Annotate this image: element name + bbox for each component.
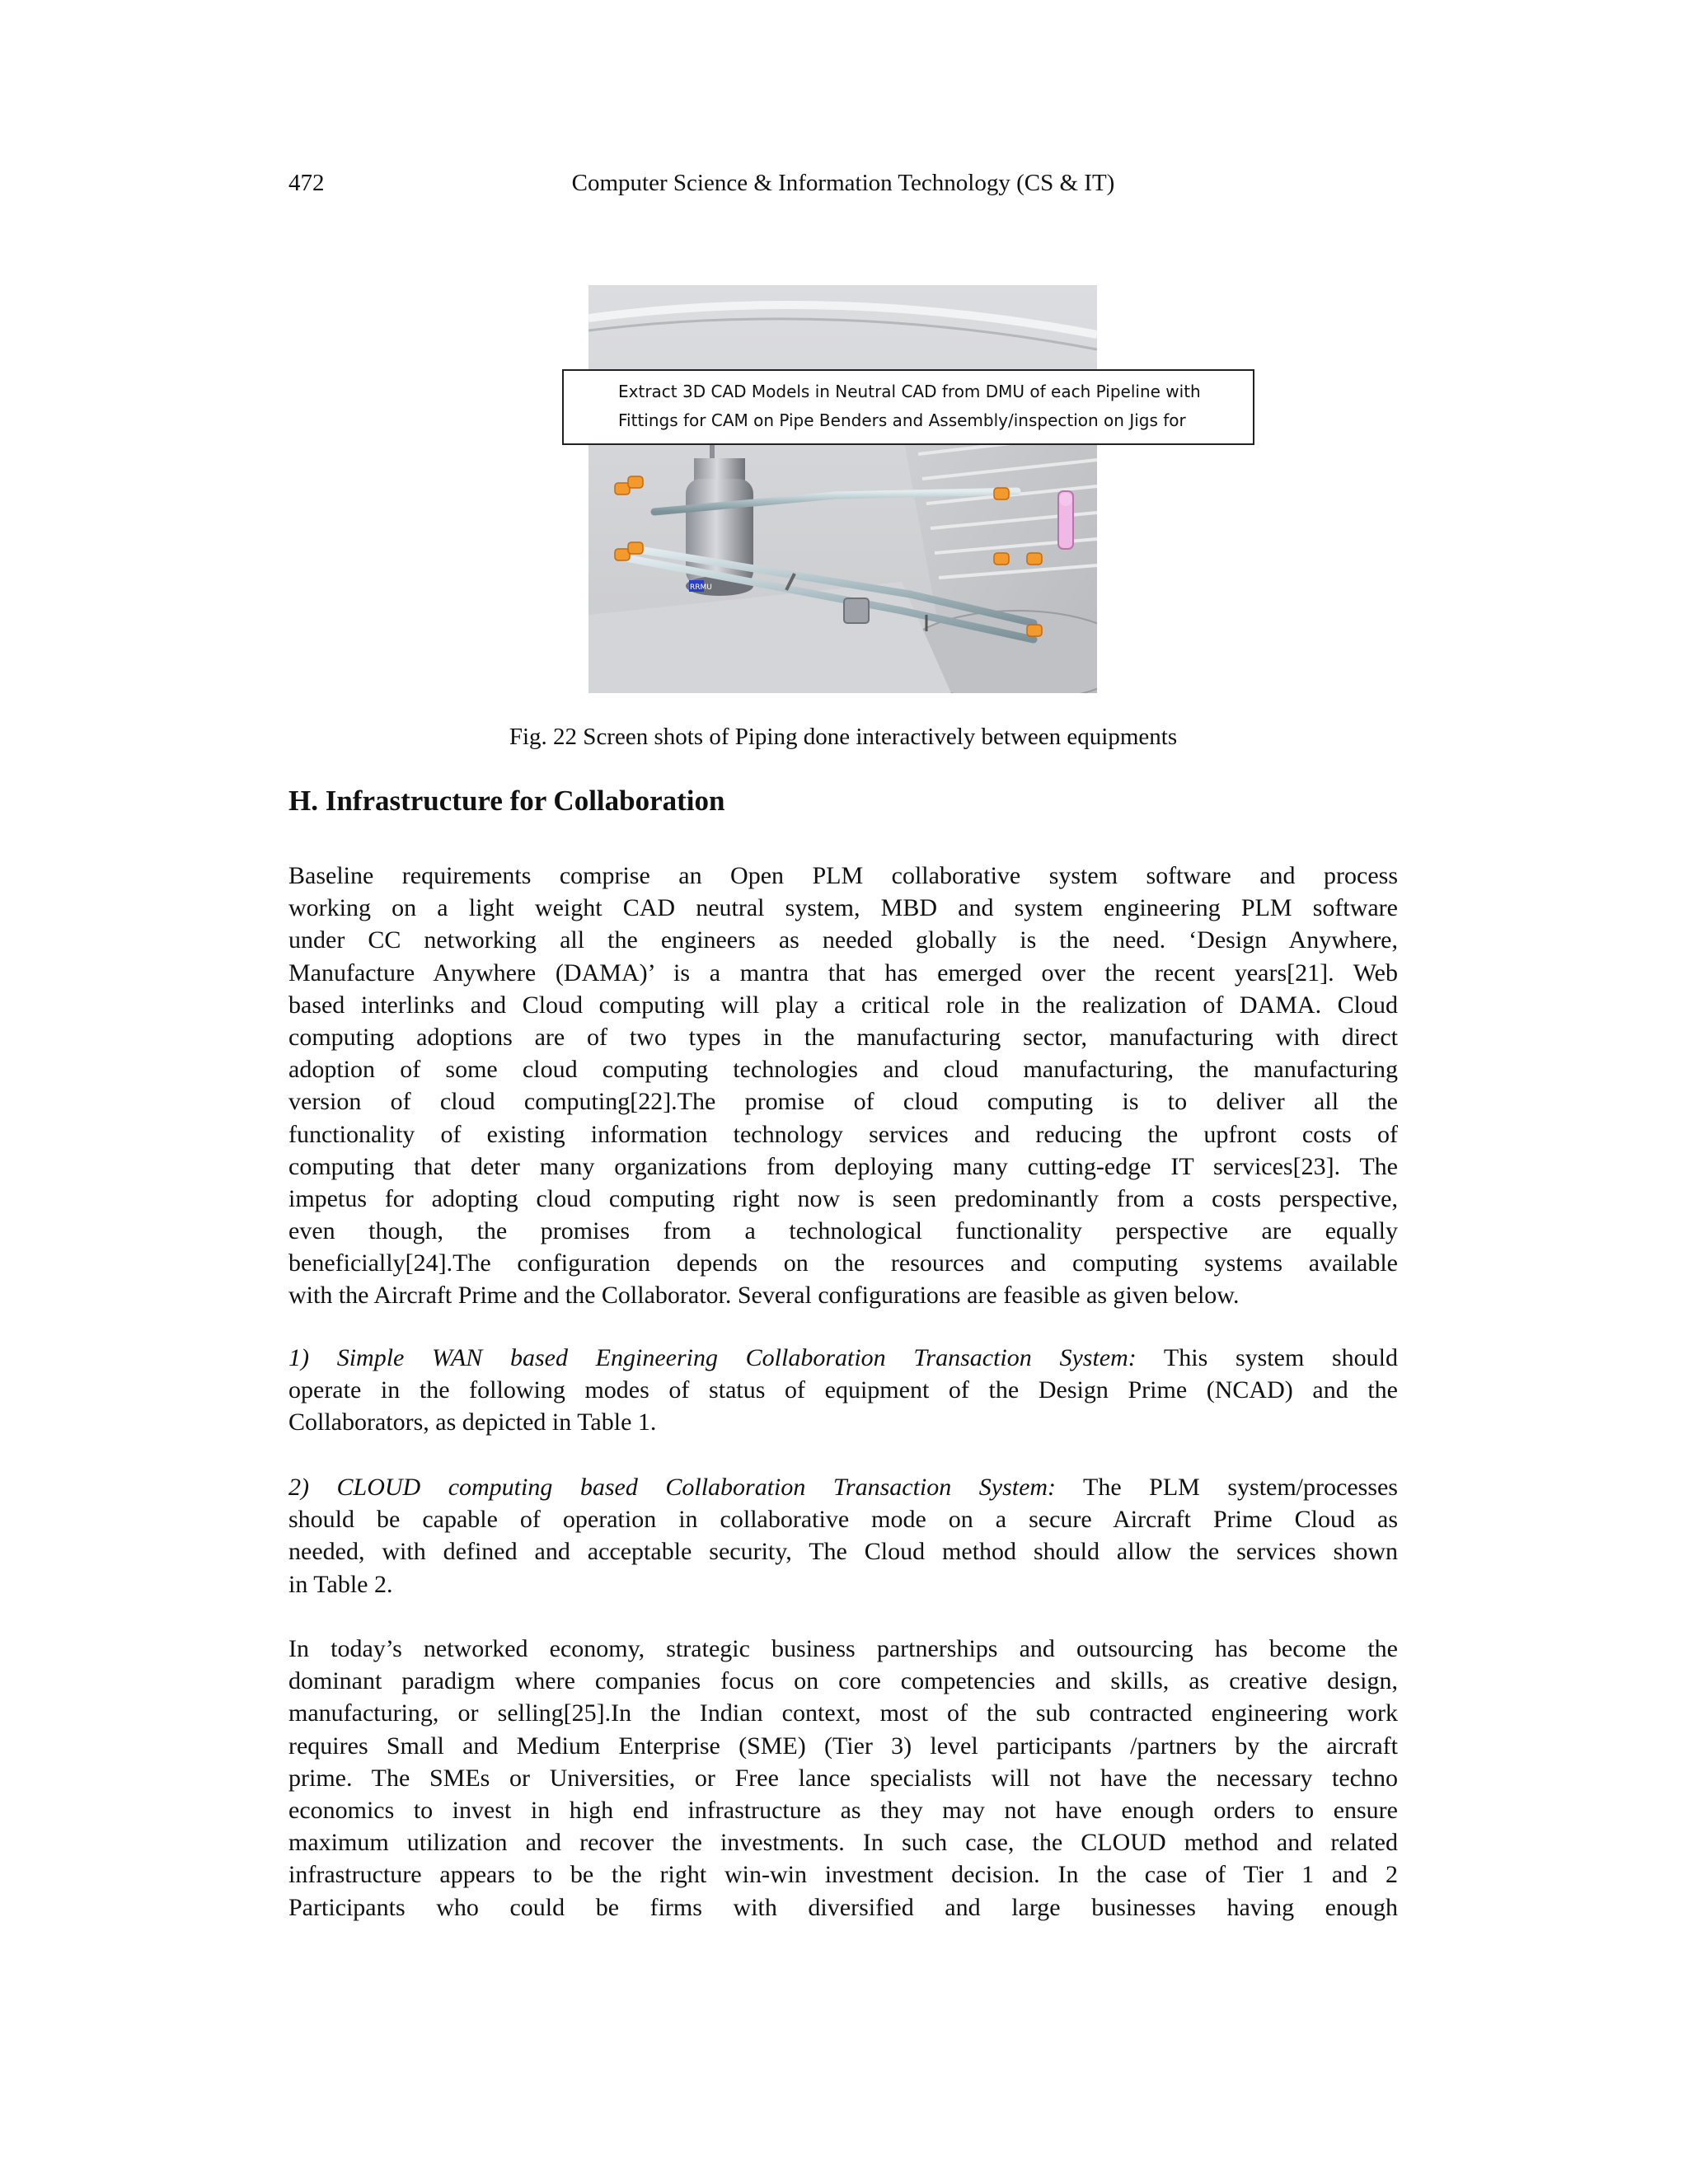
item-lead-rest: The PLM system/processes (1056, 1474, 1398, 1501)
text-line: in Table 2. (288, 1570, 393, 1598)
text-line: based interlinks and Cloud computing will play a critical role in the realization of DAMA. Cloud (288, 991, 1398, 1019)
text-line: dominant paradigm where companies focus on core competencies and skills, as creative design, (288, 1667, 1398, 1695)
callout-line-2: Fittings for CAM on Pipe Benders and Assembly/inspection on Jigs for (618, 410, 1186, 430)
text-line: manufacturing, or selling[25].In the Indian context, most of the sub contracted engineering work (288, 1699, 1398, 1727)
running-head (288, 170, 1398, 206)
text-line: functionality of existing information technology services and reducing the upfront costs of (288, 1120, 1398, 1148)
text-line: prime. The SMEs or Universities, or Free lance specialists will not have the necessary techno (288, 1764, 1398, 1792)
text-line: In today’s networked economy, strategic business partnerships and outsourcing has become the (288, 1635, 1398, 1662)
journal-title: Computer Science & Information Technology (CS & IT) (571, 170, 1115, 196)
piping-screenshot-figure (588, 285, 1097, 693)
callout-line-1: Extract 3D CAD Models in Neutral CAD from DMU of each Pipeline with (618, 382, 1201, 401)
item-lead-rest: This system should (1136, 1344, 1398, 1371)
item-lead: 2) CLOUD computing based Collaboration Transaction System: (288, 1474, 1057, 1501)
text-line: adoption of some cloud computing technologies and cloud manufacturing, the manufacturing (288, 1056, 1398, 1084)
piping-3d-render (588, 285, 1097, 693)
paragraph-simple-wan (288, 1342, 1398, 1439)
text-line: requires Small and Medium Enterprise (SME) (Tier 3) level participants /partners by the aircraft (288, 1732, 1398, 1760)
text-line: even though, the promises from a technological functionality perspective are equally (288, 1217, 1398, 1245)
text-line: Collaborators, as depicted in Table 1. (288, 1408, 657, 1436)
tank-label: RRMU (690, 583, 712, 592)
text-line: beneficially[24].The configuration depends on the resources and computing systems available (288, 1249, 1398, 1277)
figure-callout-box (562, 369, 1254, 445)
text-line: with the Aircraft Prime and the Collaborator. Several configurations are feasible as given below. (288, 1282, 1240, 1310)
text-line: operate in the following modes of status of equipment of the Design Prime (NCAD) and the (288, 1376, 1398, 1404)
text-line (288, 1471, 1398, 1503)
text-line: maximum utilization and recover the investments. In such case, the CLOUD method and related (288, 1829, 1398, 1857)
text-line: computing adoptions are of two types in the manufacturing sector, manufacturing with direct (288, 1023, 1398, 1051)
text-line: Baseline requirements comprise an Open PLM collaborative system software and process (288, 862, 1398, 889)
paragraph-cloud-computing (288, 1471, 1398, 1601)
text-line: Manufacture Anywhere (DAMA)’ is a mantra that has emerged over the recent years[21]. Web (288, 958, 1398, 987)
text-line: version of cloud computing[22].The promise of cloud computing is to deliver all the (288, 1088, 1398, 1116)
paragraph-baseline-requirements (288, 860, 1398, 1312)
section-heading: H. Infrastructure for Collaboration (288, 785, 725, 817)
text-line: infrastructure appears to be the right win-win investment decision. In the case of Tier 1 and 2 (288, 1861, 1398, 1889)
text-line: computing that deter many organizations from deploying many cutting-edge IT services[23]. The (288, 1152, 1398, 1180)
paragraph-networked-economy (288, 1633, 1398, 1924)
text-line: economics to invest in high end infrastructure as they may not have enough orders to ensure (288, 1796, 1398, 1824)
item-lead: 1) Simple WAN based Engineering Collaboration Transaction System: (288, 1344, 1137, 1371)
text-line: under CC networking all the engineers as needed globally is the need. ‘Design Anywhere, (288, 926, 1398, 954)
text-line: Participants who could be firms with diversified and large businesses having enough (288, 1893, 1398, 1921)
figure-caption: Fig. 22 Screen shots of Piping done interactively between equipments (509, 724, 1178, 750)
page-number: 472 (288, 170, 325, 196)
text-line: needed, with defined and acceptable security, The Cloud method should allow the services shown (288, 1538, 1398, 1566)
text-line: working on a light weight CAD neutral system, MBD and system engineering PLM software (288, 894, 1398, 922)
text-line: impetus for adopting cloud computing right now is seen predominantly from a costs perspective, (288, 1184, 1398, 1212)
text-line: should be capable of operation in collaborative mode on a secure Aircraft Prime Cloud as (288, 1506, 1398, 1534)
text-line (288, 1342, 1398, 1374)
